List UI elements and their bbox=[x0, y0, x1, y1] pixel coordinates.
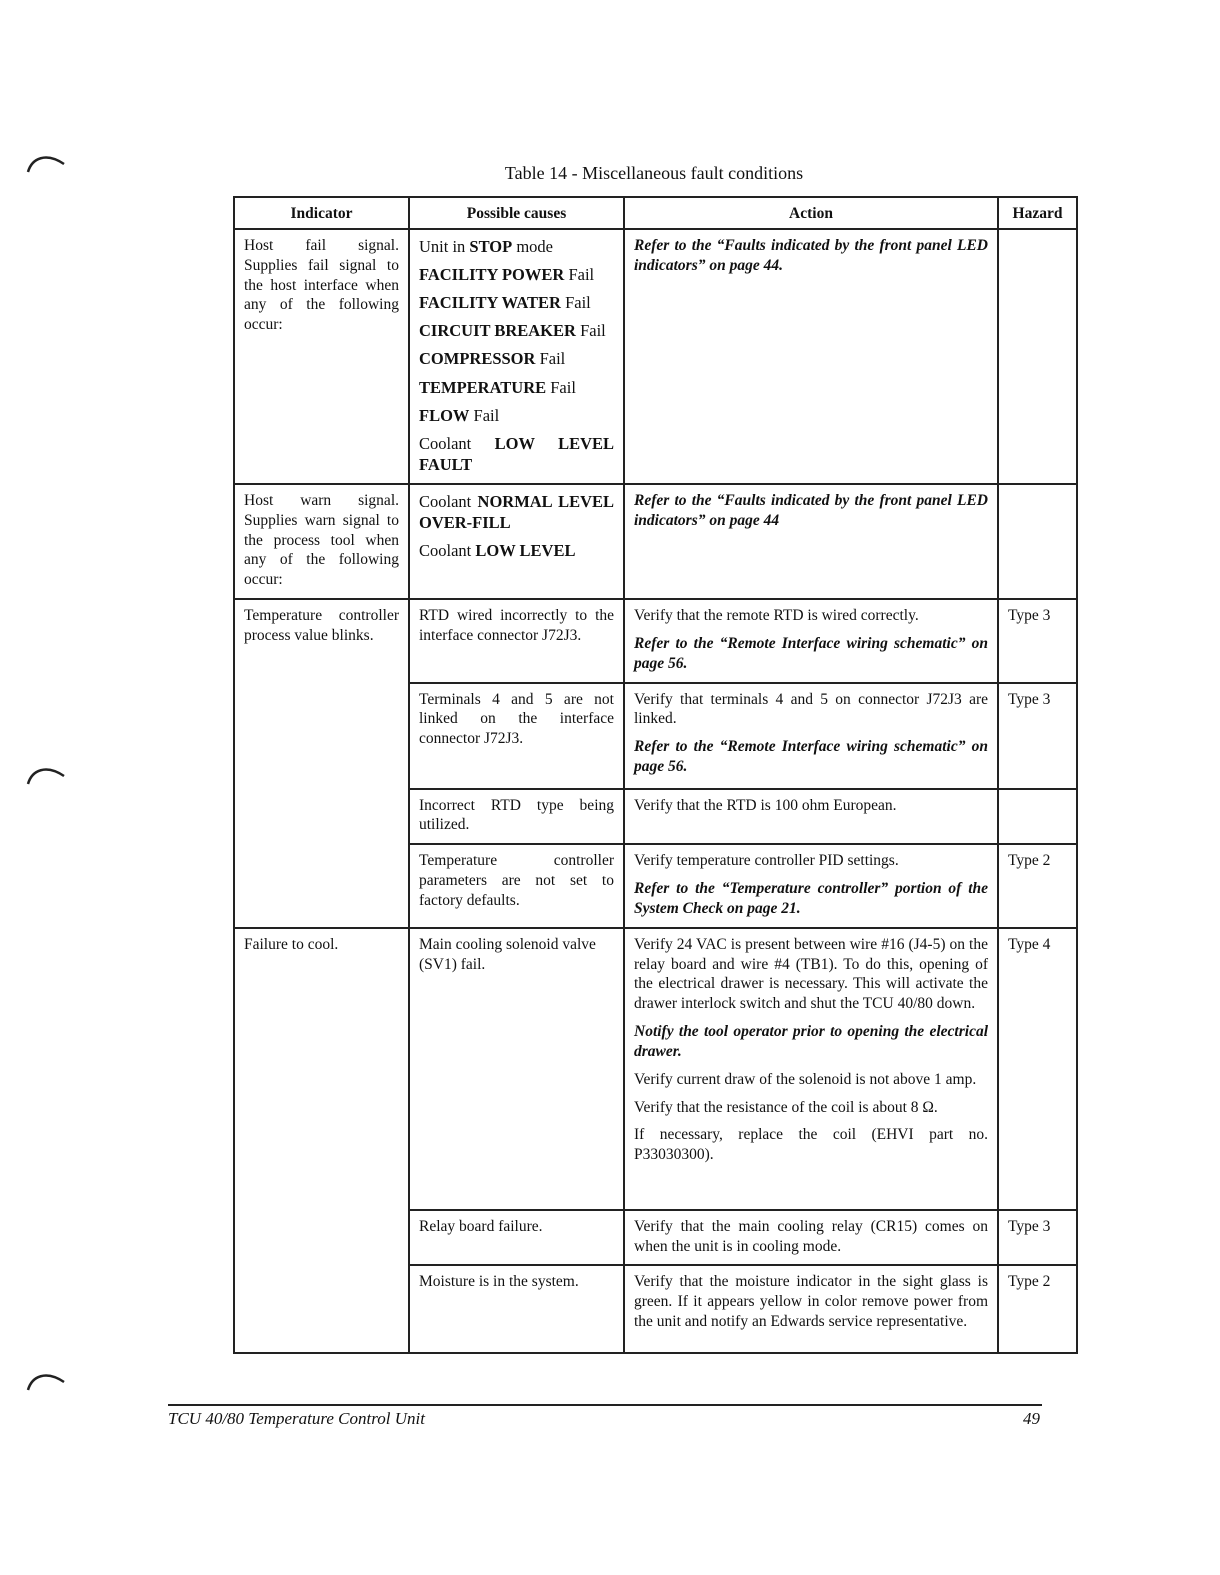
column-header-hazard: Hazard bbox=[998, 197, 1077, 229]
table-caption: Table 14 - Miscellaneous fault conditions bbox=[504, 163, 804, 183]
action-text: Verify current draw of the solenoid is not above 1 amp. bbox=[634, 1070, 977, 1088]
footer-page-number: 49 bbox=[1023, 1409, 1040, 1428]
action-cell bbox=[624, 844, 998, 927]
causes-cell: Relay board failure. bbox=[409, 1210, 624, 1266]
table-row bbox=[234, 599, 1077, 682]
cause-item: Coolant NORMAL LEVEL OVER-FILL bbox=[419, 491, 614, 533]
action-cell bbox=[624, 1265, 998, 1353]
action-cell bbox=[624, 683, 998, 789]
action-text: Verify that the resistance of the coil is about 8 Ω. bbox=[634, 1098, 938, 1116]
cause-item: COMPRESSOR Fail bbox=[419, 349, 566, 369]
table-header-row bbox=[234, 197, 1077, 229]
cause-item: FACILITY POWER Fail bbox=[419, 265, 595, 285]
hazard-cell: Type 3 bbox=[998, 599, 1077, 682]
causes-cell: Terminals 4 and 5 are not linked on the interface connector J72J3. bbox=[409, 683, 624, 789]
causes-cell: Moisture is in the system. bbox=[409, 1265, 624, 1353]
action-text: If necessary, replace the coil (EHVI part no. P33030300). bbox=[634, 1126, 988, 1164]
binding-hole-mark-icon bbox=[24, 762, 68, 786]
indicator-cell: Host fail signal. Supplies fail signal to the host interface when any of the following occur: bbox=[234, 229, 409, 484]
action-text: Verify that the moisture indicator in the sight glass is green. If it appears yellow in color remove power from the unit and notify an Edwards service representative. bbox=[634, 1273, 988, 1331]
hazard-cell: Type 3 bbox=[998, 1210, 1077, 1266]
action-reference: Refer to the “Temperature controller” portion of the System Check on page 21. bbox=[634, 880, 988, 917]
column-header-action: Action bbox=[624, 197, 998, 229]
action-text: Verify temperature controller PID settings. bbox=[634, 852, 899, 870]
cause-item: Coolant LOW LEVEL FAULT bbox=[419, 433, 615, 474]
binding-hole-mark-icon bbox=[24, 150, 68, 174]
cause-item: Unit in STOP mode bbox=[419, 237, 554, 256]
action-text: Verify that the RTD is 100 ohm European. bbox=[634, 796, 897, 814]
action-warning: Notify the tool operator prior to opening the electrical drawer. bbox=[634, 1023, 988, 1060]
causes-cell: Main cooling solenoid valve (SV1) fail. bbox=[409, 928, 624, 1210]
cause-item: FLOW Fail bbox=[419, 405, 500, 425]
action-cell bbox=[624, 789, 998, 845]
table-row bbox=[234, 229, 1077, 484]
footer-rule bbox=[168, 1404, 1042, 1406]
causes-cell: Incorrect RTD type being utilized. bbox=[409, 789, 624, 845]
table-row bbox=[234, 928, 1077, 1210]
binding-hole-mark-icon bbox=[24, 1368, 68, 1392]
indicator-cell: Temperature controller process value blinks. bbox=[234, 599, 409, 928]
action-cell bbox=[624, 484, 998, 599]
fault-conditions-table bbox=[233, 196, 1078, 1354]
action-cell bbox=[624, 1210, 998, 1266]
action-cell bbox=[624, 229, 998, 484]
action-text: Verify 24 VAC is present between wire #16 (J4-5) on the relay board and wire #4 (TB1). To do this, opening of the electrical drawer is necessary. This will activate the drawer interlock switch and shut the TCU 40/80 down. bbox=[634, 935, 988, 1013]
action-reference: Refer to the “Faults indicated by the front panel LED indicators” on page 44. bbox=[634, 237, 988, 274]
action-reference: Refer to the “Remote Interface wiring schematic” on page 56. bbox=[634, 738, 988, 776]
hazard-cell bbox=[998, 484, 1077, 599]
cause-item: FACILITY WATER Fail bbox=[419, 293, 591, 313]
cause-item: TEMPERATURE Fail bbox=[419, 377, 576, 397]
causes-cell: Temperature controller parameters are not set to factory defaults. bbox=[409, 844, 624, 927]
action-text: Verify that the remote RTD is wired correctly. bbox=[634, 607, 919, 625]
action-cell bbox=[624, 928, 998, 1210]
cause-item: Coolant LOW LEVEL bbox=[419, 541, 576, 561]
hazard-cell: Type 3 bbox=[998, 683, 1077, 789]
action-text: Verify that the main cooling relay (CR15) comes on when the unit is in cooling mode. bbox=[634, 1217, 988, 1255]
action-reference: Refer to the “Remote Interface wiring schematic” on page 56. bbox=[634, 634, 988, 672]
hazard-cell: Type 2 bbox=[998, 1265, 1077, 1353]
causes-cell bbox=[409, 484, 624, 599]
column-header-possible-causes: Possible causes bbox=[409, 197, 624, 229]
hazard-cell: Type 4 bbox=[998, 928, 1077, 1210]
hazard-cell: Type 2 bbox=[998, 844, 1077, 927]
action-text: Verify that terminals 4 and 5 on connector J72J3 are linked. bbox=[634, 690, 988, 728]
column-header-indicator: Indicator bbox=[234, 197, 409, 229]
action-cell bbox=[624, 599, 998, 682]
causes-cell bbox=[409, 229, 624, 484]
indicator-cell: Failure to cool. bbox=[234, 928, 409, 1354]
causes-cell: RTD wired incorrectly to the interface connector J72J3. bbox=[409, 599, 624, 682]
table-row bbox=[234, 484, 1077, 599]
hazard-cell bbox=[998, 789, 1077, 845]
indicator-cell: Host warn signal. Supplies warn signal to the process tool when any of the following occur: bbox=[234, 484, 409, 599]
hazard-cell bbox=[998, 229, 1077, 484]
cause-item: CIRCUIT BREAKER Fail bbox=[419, 321, 606, 341]
footer-document-title: TCU 40/80 Temperature Control Unit bbox=[168, 1409, 425, 1428]
action-reference: Refer to the “Faults indicated by the front panel LED indicators” on page 44 bbox=[634, 491, 988, 529]
